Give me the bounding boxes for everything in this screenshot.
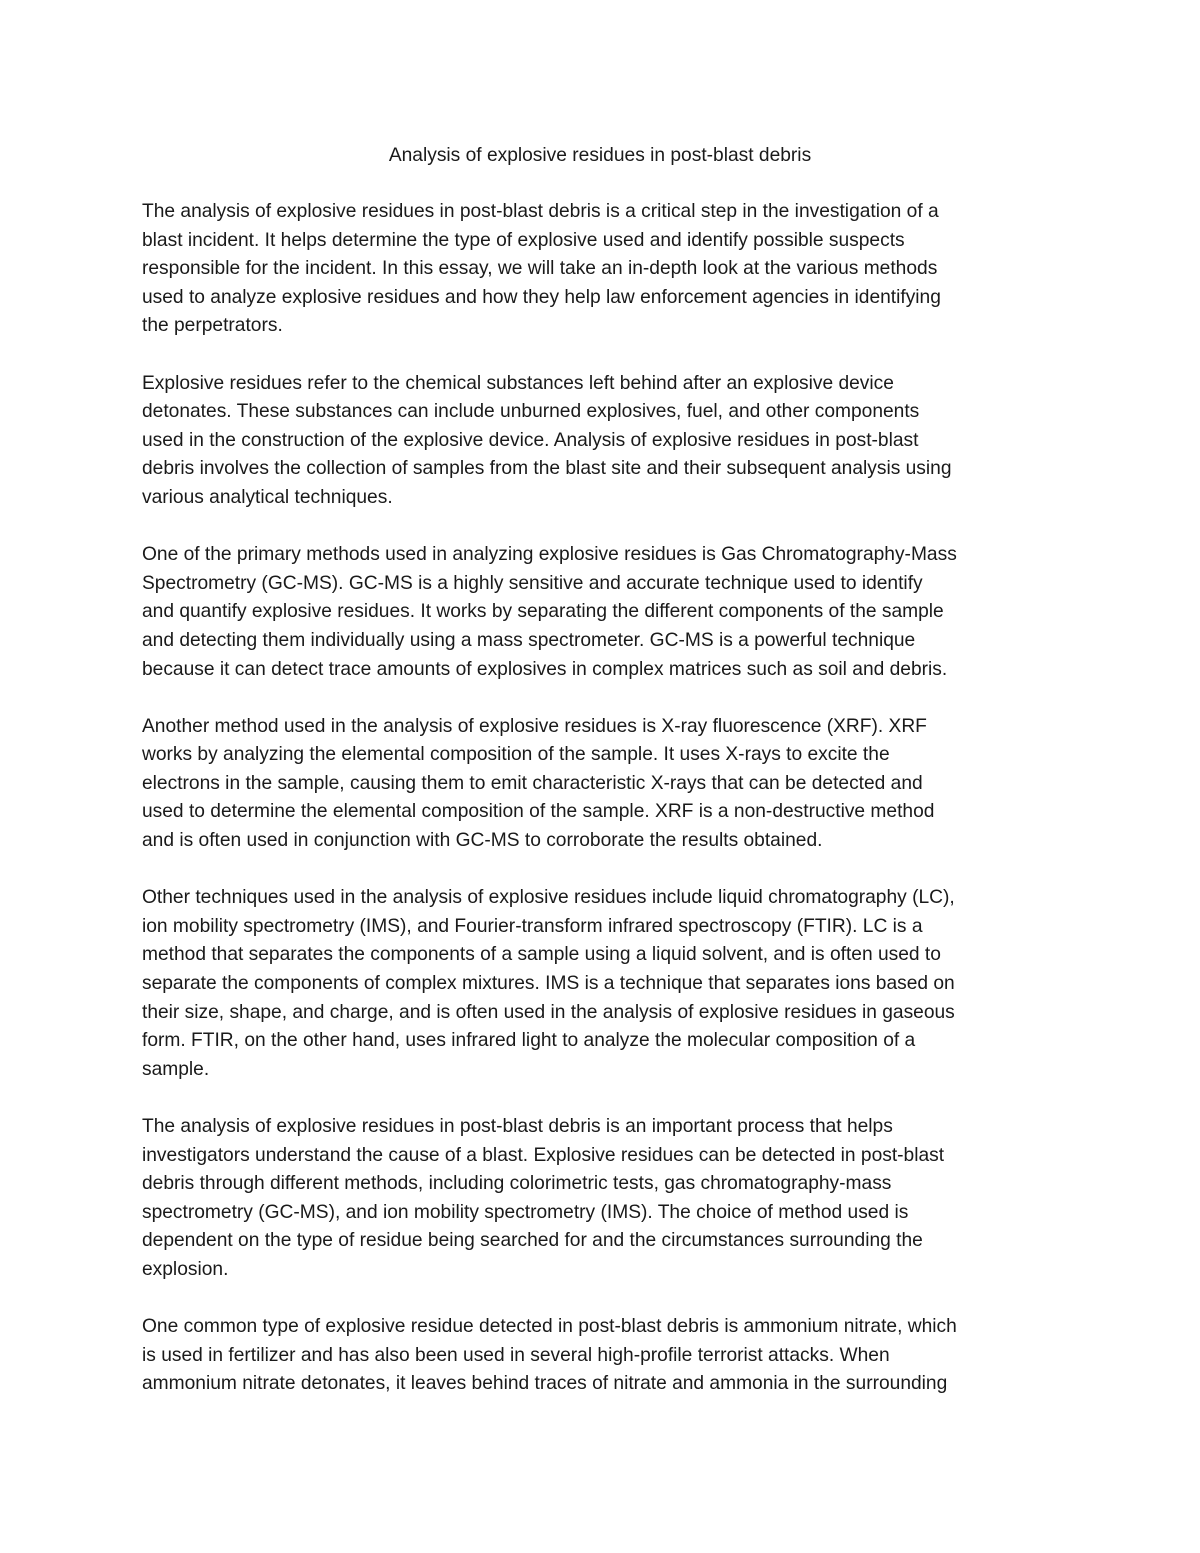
text-line: ion mobility spectrometry (IMS), and Fourier-transform infrared spectroscopy (FTIR). LC is a xyxy=(142,915,923,937)
paragraph-4 xyxy=(142,713,1072,856)
text-line: dependent on the type of residue being searched for and the circumstances surrounding the xyxy=(142,1230,923,1252)
text-line: is used in fertilizer and has also been used in several high-profile terrorist attacks. When xyxy=(142,1344,890,1366)
text-line: sample. xyxy=(142,1058,210,1080)
text-line: the perpetrators. xyxy=(142,315,283,337)
text-line: investigators understand the cause of a blast. Explosive residues can be detected in post-blast xyxy=(142,1144,945,1166)
text-line: spectrometry (GC-MS), and ion mobility spectrometry (IMS). The choice of method used is xyxy=(142,1201,909,1223)
paragraph-1 xyxy=(142,198,1072,341)
paragraph-2 xyxy=(142,370,1072,513)
text-line: and quantify explosive residues. It works by separating the different components of the sample xyxy=(142,601,944,623)
document-title: Analysis of explosive residues in post-blast debris xyxy=(388,145,812,166)
paragraph-3 xyxy=(142,541,1072,684)
text-line: their size, shape, and charge, and is often used in the analysis of explosive residues in gaseous xyxy=(142,1001,955,1023)
paragraph-5 xyxy=(142,884,1072,1084)
text-line: form. FTIR, on the other hand, uses infrared light to analyze the molecular composition of a xyxy=(142,1030,916,1052)
text-line: and detecting them individually using a mass spectrometer. GC-MS is a powerful technique xyxy=(142,629,916,651)
text-line: debris through different methods, including colorimetric tests, gas chromatography-mass xyxy=(142,1173,892,1195)
text-line: blast incident. It helps determine the type of explosive used and identify possible suspects xyxy=(142,229,905,251)
text-line: electrons in the sample, causing them to emit characteristic X-rays that can be detected and xyxy=(142,772,923,794)
text-line: used to determine the elemental composition of the sample. XRF is a non-destructive method xyxy=(142,801,935,823)
text-line: debris involves the collection of samples from the blast site and their subsequent analysis using xyxy=(142,458,952,480)
paragraph-7 xyxy=(142,1313,1072,1399)
text-line: Spectrometry (GC-MS). GC-MS is a highly sensitive and accurate technique used to identify xyxy=(142,572,923,594)
text-line: separate the components of complex mixtures. IMS is a technique that separates ions based on xyxy=(142,973,955,995)
text-line: and is often used in conjunction with GC-MS to corroborate the results obtained. xyxy=(142,830,823,852)
text-line: The analysis of explosive residues in post-blast debris is a critical step in the investigation of a xyxy=(142,201,939,222)
text-line: works by analyzing the elemental composition of the sample. It uses X-rays to excite the xyxy=(142,744,890,766)
text-line: ammonium nitrate detonates, it leaves behind traces of nitrate and ammonia in the surrounding xyxy=(142,1373,948,1395)
text-line: used in the construction of the explosive device. Analysis of explosive residues in post-blast xyxy=(142,429,919,451)
text-line: Another method used in the analysis of explosive residues is X-ray fluorescence (XRF). XRF xyxy=(142,715,927,737)
document-body xyxy=(142,198,1072,1428)
text-line: method that separates the components of a sample using a liquid solvent, and is often used to xyxy=(142,944,941,966)
text-line: because it can detect trace amounts of explosives in complex matrices such as soil and debris. xyxy=(142,658,948,680)
text-line: Other techniques used in the analysis of explosive residues include liquid chromatography (LC), xyxy=(142,887,955,909)
text-line: One of the primary methods used in analyzing explosive residues is Gas Chromatography-Mass xyxy=(142,544,957,566)
text-line: The analysis of explosive residues in post-blast debris is an important process that helps xyxy=(142,1116,893,1137)
text-line: various analytical techniques. xyxy=(142,486,393,508)
text-line: used to analyze explosive residues and how they help law enforcement agencies in identifying xyxy=(142,286,941,308)
text-line: explosion. xyxy=(142,1258,229,1280)
paragraph-6 xyxy=(142,1113,1072,1285)
text-line: One common type of explosive residue detected in post-blast debris is ammonium nitrate, which xyxy=(142,1316,957,1338)
text-line: detonates. These substances can include unburned explosives, fuel, and other components xyxy=(142,401,920,423)
text-line: responsible for the incident. In this essay, we will take an in-depth look at the various methods xyxy=(142,258,938,280)
text-line: Explosive residues refer to the chemical substances left behind after an explosive device xyxy=(142,372,894,394)
